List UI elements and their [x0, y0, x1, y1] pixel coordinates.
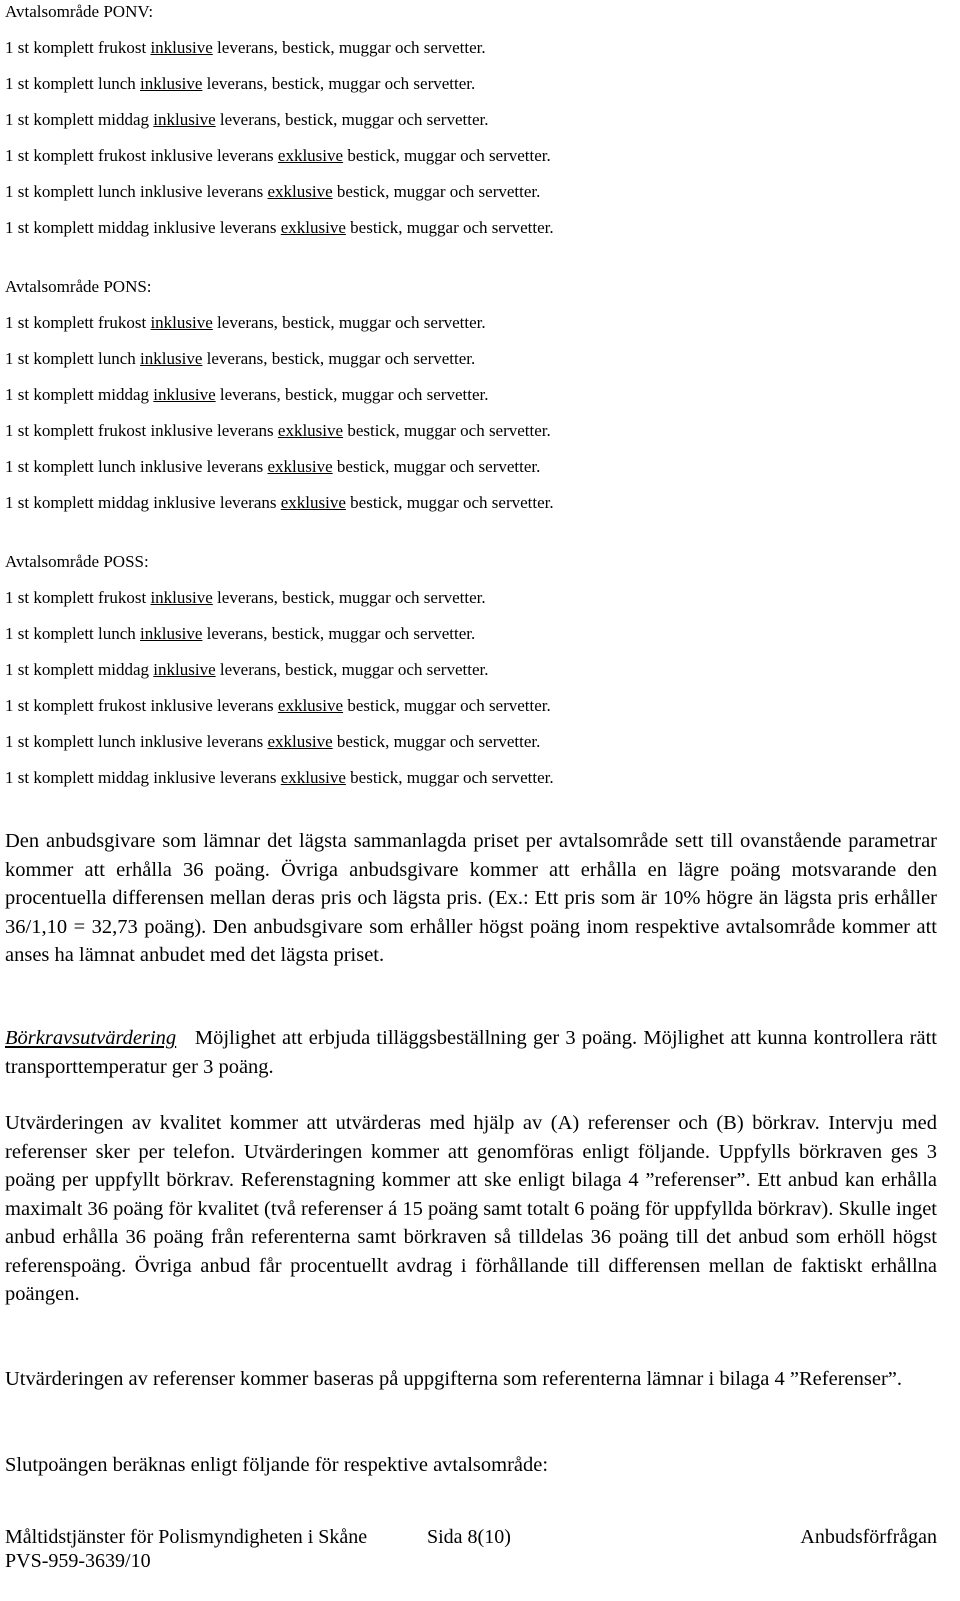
- list-item: 1 st komplett middag inklusive leverans exklusive bestick, muggar och servetter.: [5, 768, 554, 787]
- list-item: 1 st komplett lunch inklusive leverans exklusive bestick, muggar och servetter.: [5, 732, 541, 751]
- list-item: 1 st komplett lunch inklusive leverans exklusive bestick, muggar och servetter.: [5, 457, 541, 476]
- area-section-poss: [5, 552, 554, 788]
- area-section-ponv: [5, 2, 554, 238]
- borkrav-title: Börkravsutvärdering: [5, 1027, 177, 1049]
- footer-right: Anbudsförfrågan: [800, 1526, 937, 1548]
- document-reference: PVS-959-3639/10: [5, 1550, 151, 1572]
- list-item: 1 st komplett middag inklusive leverans, bestick, muggar och servetter.: [5, 110, 489, 129]
- page-footer: [5, 1525, 937, 1572]
- list-item: 1 st komplett frukost inklusive leverans, bestick, muggar och servetter.: [5, 313, 486, 332]
- page-number: Sida 8(10): [427, 1526, 511, 1548]
- references-paragraph: Utvärderingen av referenser kommer baseras på uppgifterna som referenterna lämnar i bilaga 4 ”Referenser”.: [5, 1368, 903, 1390]
- borkrav-paragraph: [5, 1024, 937, 1081]
- list-item: 1 st komplett middag inklusive leverans exklusive bestick, muggar och servetter.: [5, 493, 554, 512]
- list-item: 1 st komplett frukost inklusive leverans exklusive bestick, muggar och servetter.: [5, 696, 551, 715]
- footer-left: Måltidstjänster för Polismyndigheten i Skåne: [5, 1526, 368, 1548]
- area-title: Avtalsområde POSS:: [5, 552, 149, 571]
- list-item: 1 st komplett middag inklusive leverans, bestick, muggar och servetter.: [5, 385, 489, 404]
- list-item: 1 st komplett lunch inklusive leverans exklusive bestick, muggar och servetter.: [5, 182, 541, 201]
- list-item: 1 st komplett frukost inklusive leverans exklusive bestick, muggar och servetter.: [5, 421, 551, 440]
- area-title: Avtalsområde PONV:: [5, 2, 154, 21]
- final-score-paragraph: Slutpoängen beräknas enligt följande för respektive avtalsområde:: [5, 1454, 549, 1476]
- scoring-paragraph: Den anbudsgivare som lämnar det lägsta sammanlagda priset per avtalsområde sett till ovanstående parametrar kommer att erhålla 36 poäng. Övriga anbudsgivare kommer att erhålla en lägre poäng motsvarande den procentuella differensen mellan deras pris och lägsta pris. (Ex.: Ett pris som är 10% högre än lägsta pris erhåller 36/1,10 = 32,73 poäng). Den anbudsgivare som erhåller högst poäng inom respektive avtalsområde kommer att anses ha lämnat anbudet med det lägsta priset.: [5, 830, 937, 966]
- quality-paragraph: Utvärderingen av kvalitet kommer att utvärderas med hjälp av (A) referenser och (B) börkrav. Intervju med referenser sker per telefon. Utvärderingen kommer att genomföras enligt följande. Uppfylls börkraven ges 3 poäng per uppfyllt börkrav. Referenstagning kommer att ske enligt bilaga 4 ”referenser”. Ett anbud kan erhålla maximalt 36 poäng för kvalitet (två referenser á 15 poäng samt totalt 6 poäng för uppfyllda börkrav). Skulle inget anbud erhålla 36 poäng från referenterna samt börkraven så tilldelas 36 poäng till det anbud som erhöll högst referenspoäng. Övriga anbud får procentuellt avdrag i förhållande till differensen mellan de faktiskt erhållna poängen.: [5, 1112, 937, 1305]
- list-item: 1 st komplett frukost inklusive leverans exklusive bestick, muggar och servetter.: [5, 146, 551, 165]
- list-item: 1 st komplett middag inklusive leverans exklusive bestick, muggar och servetter.: [5, 218, 554, 237]
- list-item: 1 st komplett middag inklusive leverans, bestick, muggar och servetter.: [5, 660, 489, 679]
- list-item: 1 st komplett lunch inklusive leverans, bestick, muggar och servetter.: [5, 349, 476, 368]
- list-item: 1 st komplett frukost inklusive leverans, bestick, muggar och servetter.: [5, 588, 486, 607]
- area-title: Avtalsområde PONS:: [5, 277, 152, 296]
- borkrav-text: Möjlighet att erbjuda tilläggsbeställning ger 3 poäng. Möjlighet att kunna kontrollera rätt transporttemperatur ger 3 poäng.: [5, 1027, 937, 1078]
- list-item: 1 st komplett lunch inklusive leverans, bestick, muggar och servetter.: [5, 624, 476, 643]
- area-section-pons: [5, 277, 554, 513]
- list-item: 1 st komplett lunch inklusive leverans, bestick, muggar och servetter.: [5, 74, 476, 93]
- list-item: 1 st komplett frukost inklusive leverans, bestick, muggar och servetter.: [5, 38, 486, 57]
